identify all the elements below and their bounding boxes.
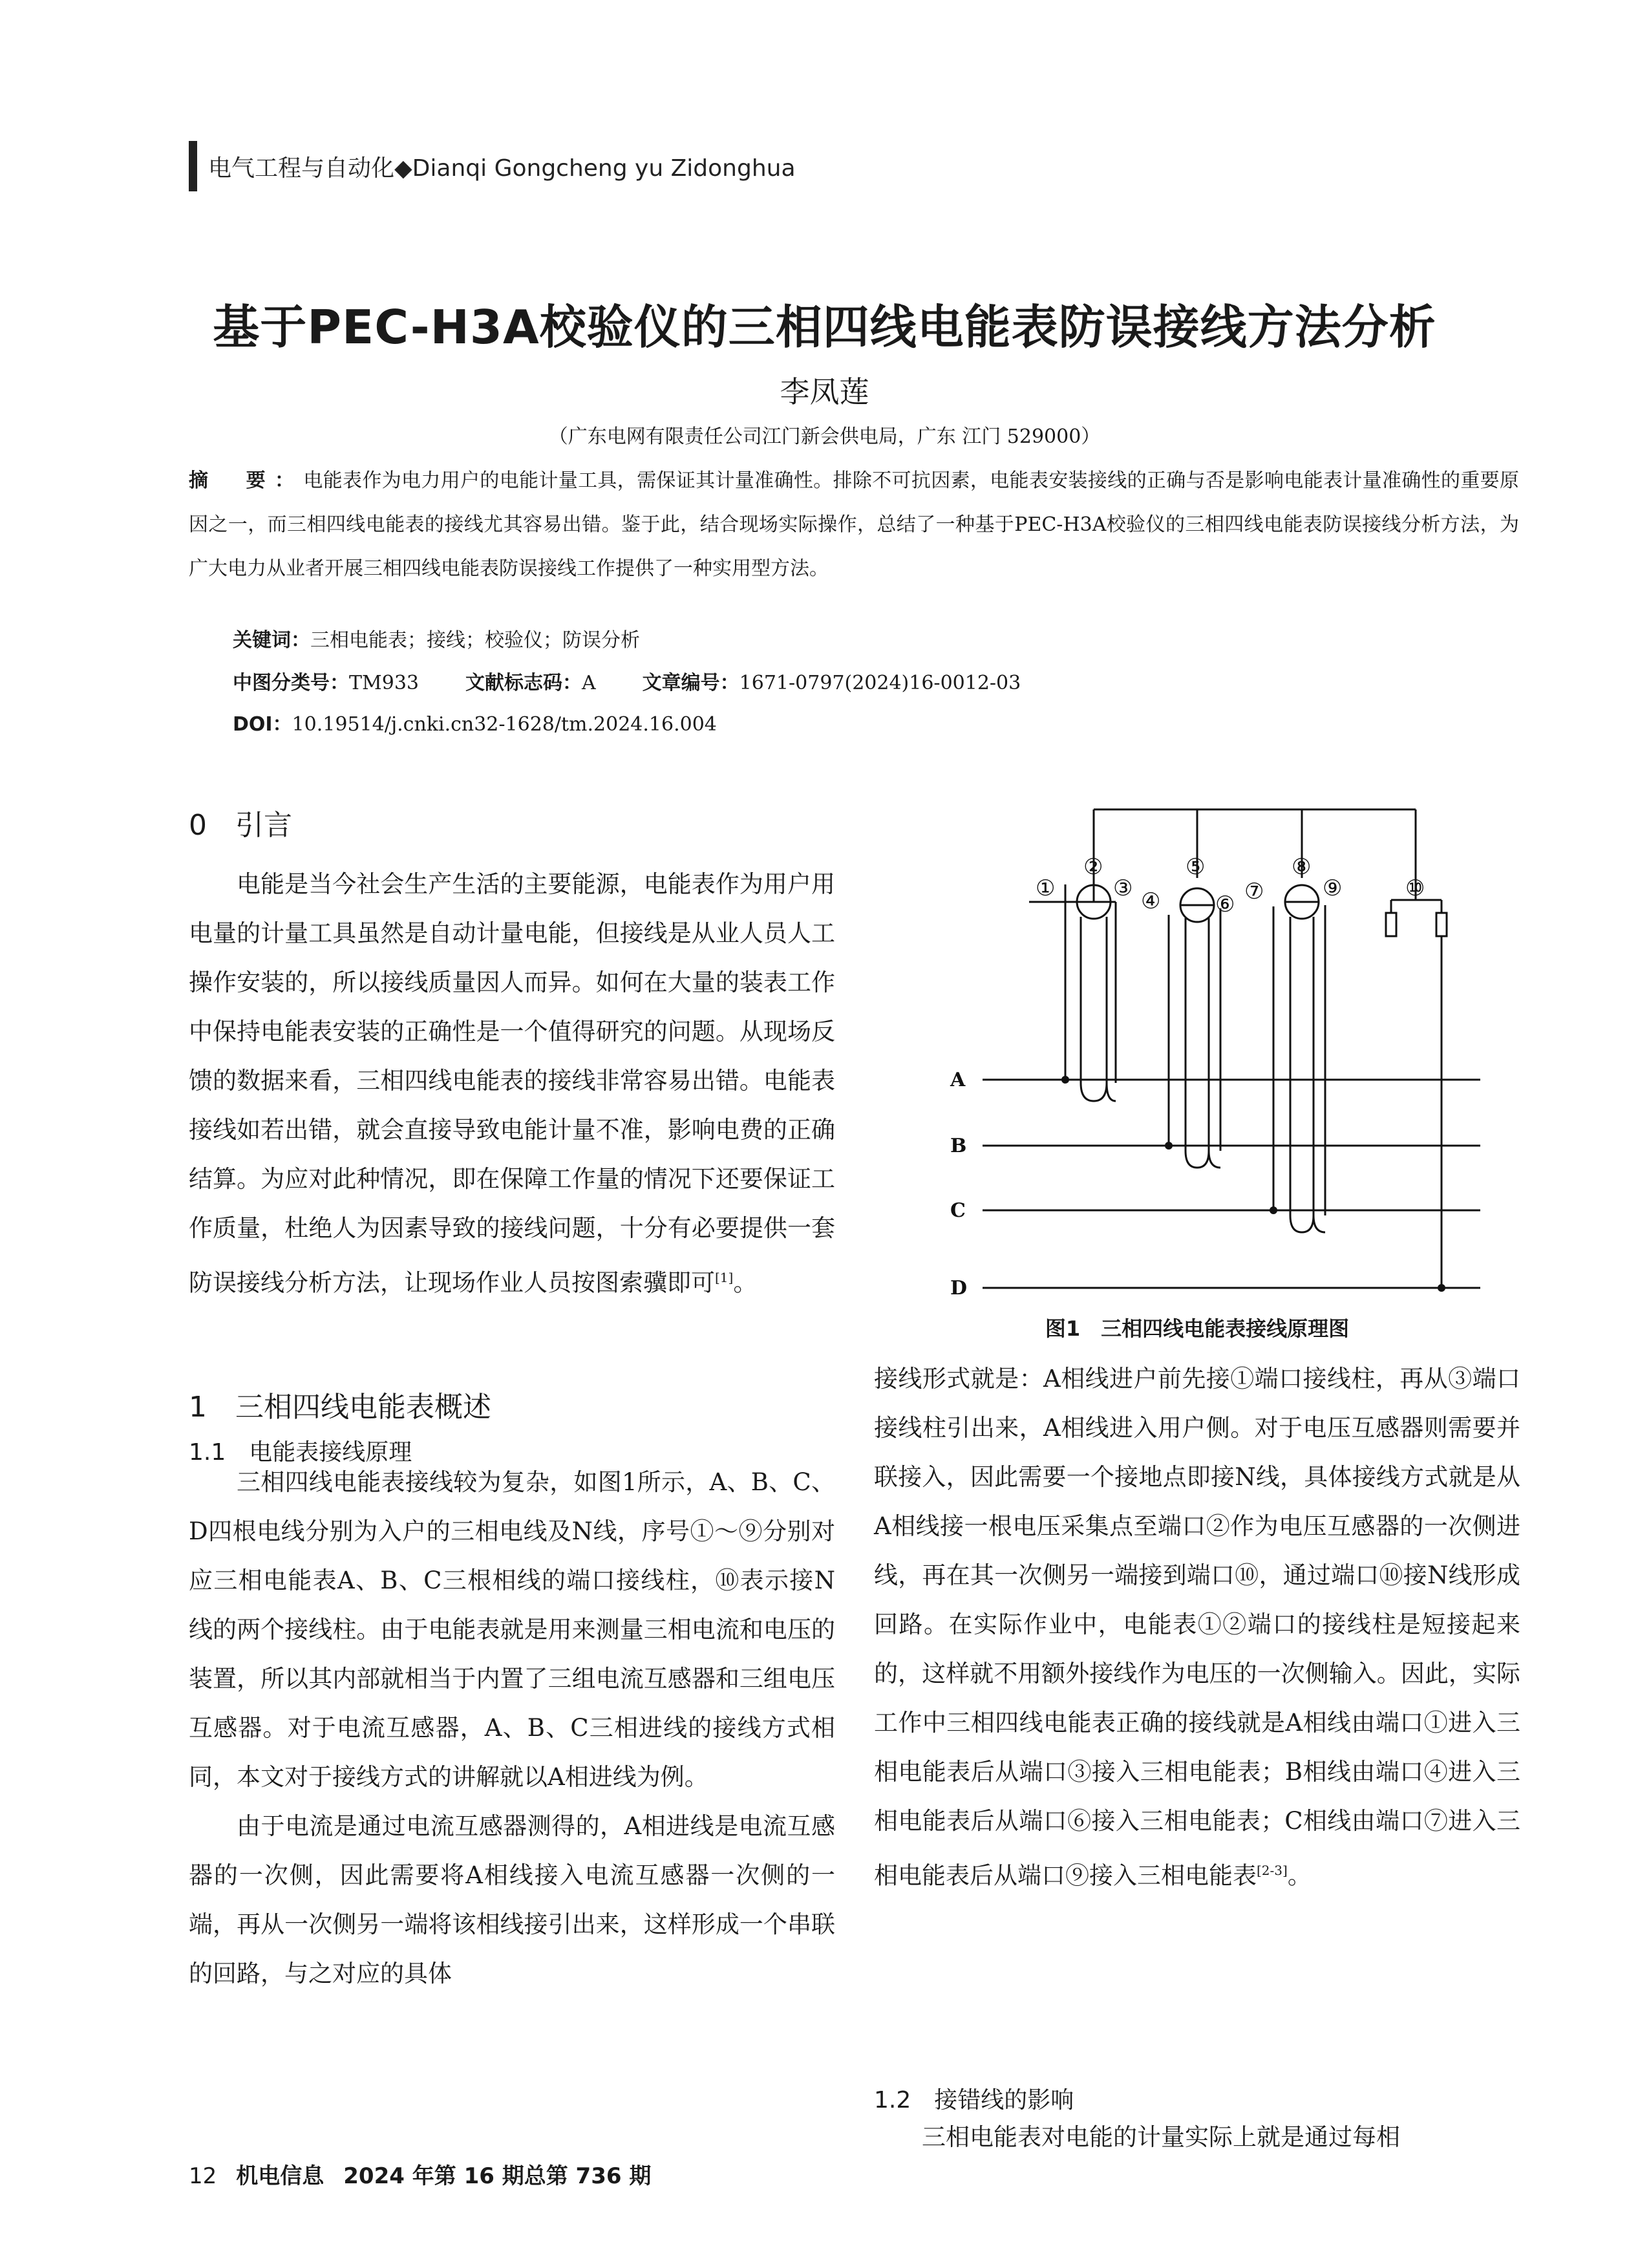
doc-code-label: 文献标志码： [465,672,582,694]
right-column-paragraph [874,1354,1520,1900]
doi-line [233,708,717,736]
article-number-label: 文章编号： [642,672,739,694]
section-1-1-paragraph-1: 三相四线电能表接线较为复杂，如图1所示，A、B、C、D四根电线分别为入户的三相电线及N线，序号①～⑨分别对应三相电能表A、B、C三根相线的端口接线柱，⑩表示接N线的两个接线柱。由于电能表就是用来测量三相电流和电压的装置，所以其内部就相当于内置了三组电流互感器和三组电压互感器。对于电流互感器，A、B、C三相进线的接线方式相同，本文对于接线方式的讲解就以A相进线为例。 [189,1468,835,1791]
classification-line [233,667,1021,695]
abstract [189,459,1519,591]
keywords [233,624,640,652]
issue-info: 2024 年第 16 期总第 736 期 [343,2163,652,2189]
doc-code-value: A [582,672,596,694]
running-header: 电气工程与自动化◆Dianqi Gongcheng yu Zidonghua [208,155,796,182]
line-label-b: B [950,1135,967,1157]
terminal-1: ① [1036,875,1056,901]
keywords-text: 三相电能表；接线；校验仪；防误分析 [310,629,640,652]
clc-value: TM933 [349,672,419,694]
header-bar [189,141,197,191]
terminal-6: ⑥ [1215,892,1235,917]
right-column-end: 。 [1287,1861,1312,1890]
section-1-1-heading: 1.1 电能表接线原理 [189,1439,412,1466]
line-label-c: C [950,1199,966,1222]
terminal-4: ④ [1141,888,1161,914]
article-number-value: 1671-0797(2024)16-0012-03 [739,672,1021,694]
terminal-5: ⑤ [1186,854,1206,880]
line-label-d: D [950,1277,968,1300]
author: 李凤莲 [780,374,869,409]
terminal-8: ⑧ [1292,854,1312,880]
section-1-2-heading: 1.2 接错线的影响 [874,2087,1074,2113]
citation-2-3: [2-3] [1257,1863,1288,1878]
terminal-7: ⑦ [1244,879,1264,904]
terminal-10: ⑩ [1405,875,1425,901]
intro-end: 。 [733,1268,758,1297]
doi-value: 10.19514/j.cnki.cn32-1628/tm.2024.16.004 [292,713,717,736]
line-label-a: A [950,1069,966,1091]
abstract-label: 摘 要： [189,469,304,492]
wiring-diagram [911,802,1493,1319]
keywords-label: 关键词： [233,629,310,652]
terminal-2: ② [1083,854,1103,880]
figure-caption: 图1 三相四线电能表接线原理图 [1045,1316,1350,1341]
affiliation: （广东电网有限责任公司江门新会供电局，广东 江门 529000） [548,425,1101,448]
section-1-2-paragraph: 三相电能表对电能的计量实际上就是通过每相 [922,2123,1400,2151]
abstract-text: 电能表作为电力用户的电能计量工具，需保证其计量准确性。排除不可抗因素，电能表安装接线的正确与否是影响电能表计量准确性的重要原因之一，而三相四线电能表的接线尤其容易出错。鉴于此，结合现场实际操作，总结了一种基于PEC-H3A校验仪的三相四线电能表防误接线分析方法，为广大电力从业者开展三相四线电能表防误接线工作提供了一种实用型方法。 [189,469,1520,580]
page-number: 12 [189,2163,217,2189]
intro-text: 电能是当今社会生产生活的主要能源，电能表作为用户用电量的计量工具虽然是自动计量电能，但接线是从业人员人工操作安装的，所以接线质量因人而异。如何在大量的装表工作中保持电能表安装的正确性是一个值得研究的问题。从现场反馈的数据来看，三相四线电能表的接线非常容易出错。电能表接线如若出错，就会直接导致电能计量不准，影响电费的正确结算。为应对此种情况，即在保障工作量的情况下还要保证工作质量，杜绝人为因素导致的接线问题，十分有必要提供一套防误接线分析方法，让现场作业人员按图索骥即可 [189,870,835,1297]
right-column-text: 接线形式就是：A相线进户前先接①端口接线柱，再从③端口接线柱引出来，A相线进入用户侧。对于电压互感器则需要并联接入，因此需要一个接地点即接N线，具体接线方式就是从A相线接一根电压采集点至端口②作为电压互感器的一次侧进线，再在其一次侧另一端接到端口⑩，通过端口⑩接N线形成回路。在实际作业中，电能表①②端口的接线柱是短接起来的，这样就不用额外接线作为电压的一次侧输入。因此，实际工作中三相四线电能表正确的接线就是A相线由端口①进入三相电能表后从端口③接入三相电能表；B相线由端口④进入三相电能表后从端口⑥接入三相电能表；C相线由端口⑦进入三相电能表后从端口⑨接入三相电能表 [874,1365,1520,1890]
section-1-1-paragraph-2: 由于电流是通过电流互感器测得的，A相进线是电流互感器的一次侧，因此需要将A相线接入电流互感器一次侧的一端，再从一次侧另一端将该相线接引出来，这样形成一个串联的回路，与之对应的具体 [189,1812,835,1987]
section-0-heading: 0 引言 [189,809,292,842]
clc-label: 中图分类号： [233,672,349,694]
section-1-1-body [189,1458,835,1998]
citation-1: [1] [715,1270,734,1285]
page-footer [189,2158,651,2190]
doi-label: DOI： [233,713,292,736]
intro-paragraph [189,860,835,1307]
terminal-9: ⑨ [1323,875,1343,901]
section-1-heading: 1 三相四线电能表概述 [189,1391,491,1424]
journal-name: 机电信息 [236,2163,324,2189]
terminal-3: ③ [1113,875,1133,901]
article-title: 基于PEC-H3A校验仪的三相四线电能表防误接线方法分析 [213,300,1436,354]
